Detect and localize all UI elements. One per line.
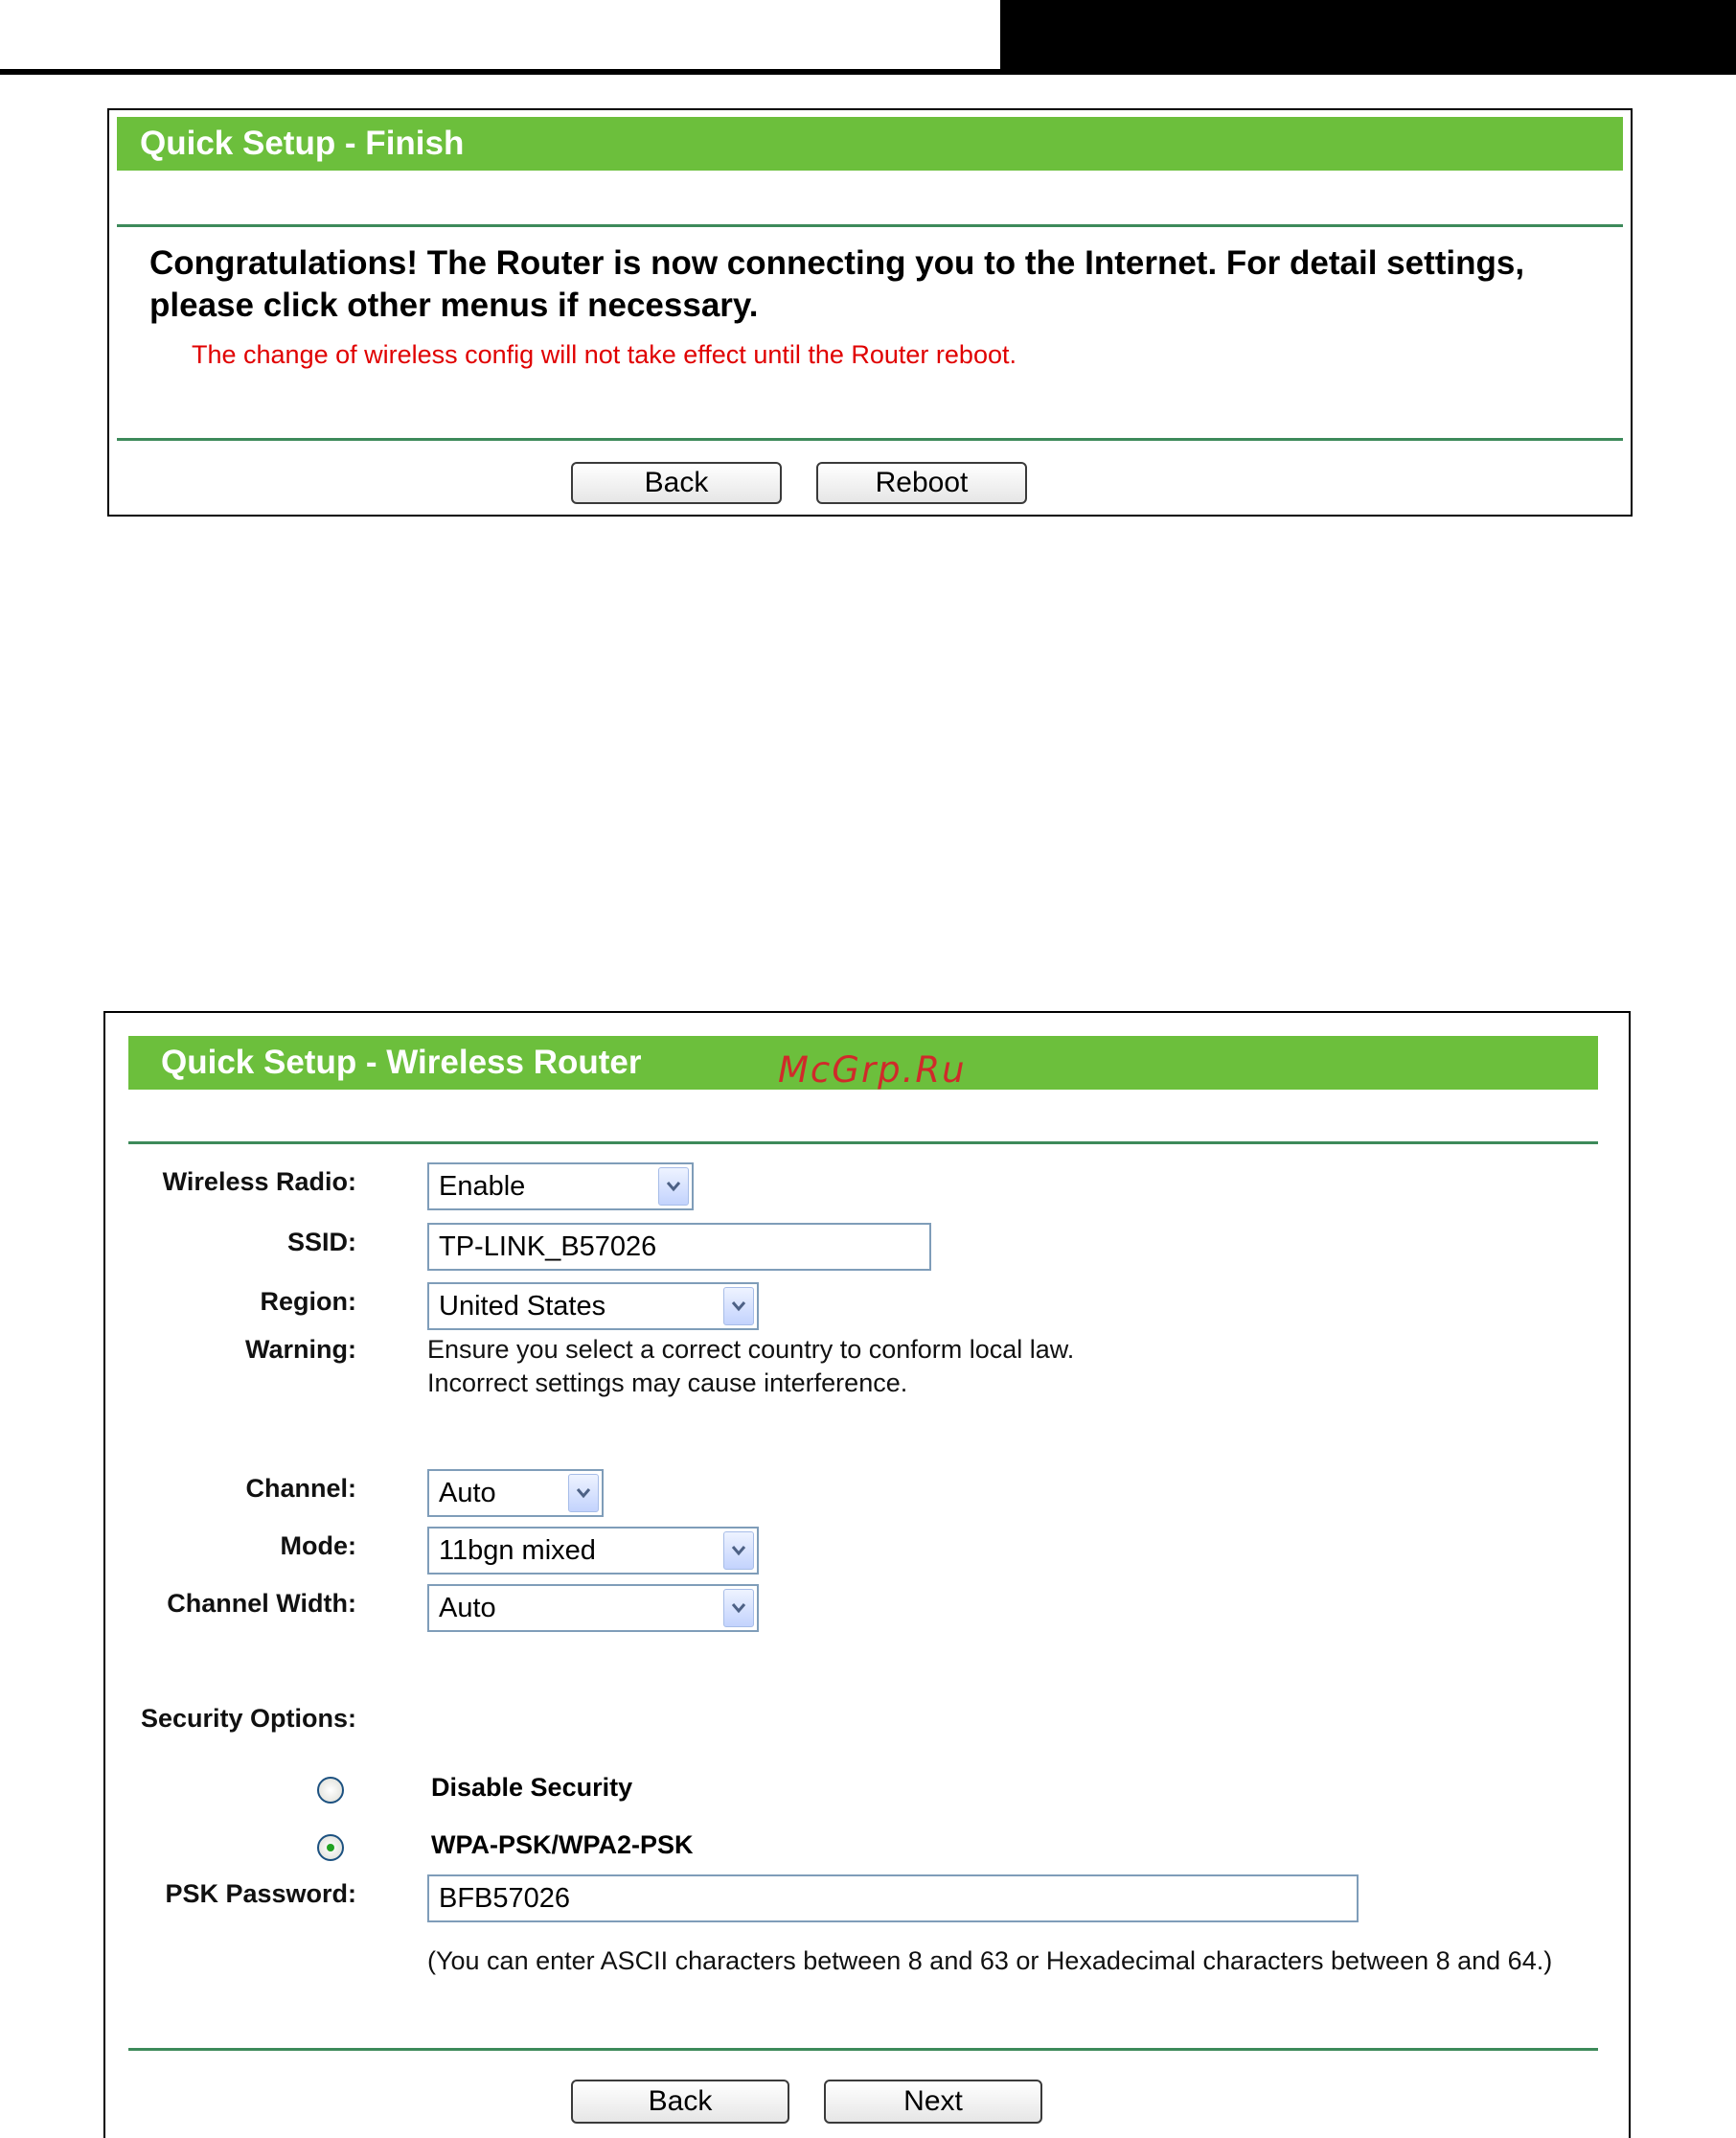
finish-divider-top — [117, 224, 1623, 227]
warning-label: Warning: — [245, 1335, 356, 1364]
wireless-radio-value: Enable — [439, 1171, 526, 1202]
congratulations-message: Congratulations! The Router is now connecting you to the Internet. For detail settings, please click other menus if necessary. — [149, 244, 1525, 324]
chevron-down-icon — [658, 1167, 689, 1206]
mode-value: 11bgn mixed — [439, 1535, 596, 1566]
channel-width-label: Channel Width: — [167, 1589, 356, 1618]
wireless-divider-bottom — [128, 2048, 1598, 2051]
finish-divider-bottom — [117, 438, 1623, 441]
channel-width-value: Auto — [439, 1593, 496, 1623]
next-button[interactable]: Next — [824, 2080, 1042, 2124]
psk-password-label: PSK Password: — [165, 1879, 356, 1908]
disable-security-radio[interactable] — [317, 1777, 344, 1804]
back-button[interactable]: Back — [571, 2080, 789, 2124]
radio-selected-dot — [327, 1844, 334, 1851]
psk-hint: (You can enter ASCII characters between 8 and 63 or Hexadecimal characters between 8 and 64.) — [427, 1946, 1553, 1975]
reboot-button[interactable]: Reboot — [816, 462, 1027, 504]
mode-label: Mode: — [280, 1531, 356, 1560]
psk-password-input[interactable]: BFB57026 — [427, 1874, 1359, 1922]
wireless-divider-top — [128, 1141, 1598, 1144]
wireless-title: Quick Setup - Wireless Router — [128, 1036, 1598, 1090]
region-label: Region: — [260, 1287, 356, 1316]
wpa-psk-radio[interactable] — [317, 1834, 344, 1861]
header-black-block — [1000, 0, 1736, 71]
reboot-note: The change of wireless config will not take effect until the Router reboot. — [192, 340, 1016, 369]
wpa-psk-label: WPA-PSK/WPA2-PSK — [431, 1830, 694, 1859]
channel-value: Auto — [439, 1478, 496, 1508]
ssid-label: SSID: — [286, 1228, 356, 1256]
security-options-label: Security Options: — [140, 1704, 356, 1733]
chevron-down-icon — [723, 1531, 754, 1570]
wireless-radio-label: Wireless Radio: — [162, 1167, 356, 1196]
chevron-down-icon — [723, 1287, 754, 1325]
wireless-router-panel — [103, 1011, 1631, 2138]
mode-select[interactable] — [427, 1527, 759, 1575]
channel-label: Channel: — [245, 1474, 356, 1503]
disable-security-label: Disable Security — [431, 1773, 633, 1802]
chevron-down-icon — [723, 1589, 754, 1627]
header-rule — [0, 69, 1736, 75]
channel-width-select[interactable] — [427, 1584, 759, 1632]
back-button[interactable]: Back — [571, 462, 782, 504]
finish-panel — [107, 108, 1633, 517]
watermark: McGrp.Ru — [778, 1049, 967, 1091]
channel-select[interactable] — [427, 1469, 604, 1517]
region-select[interactable] — [427, 1282, 759, 1330]
finish-title: Quick Setup - Finish — [117, 117, 1623, 171]
wireless-radio-select[interactable] — [427, 1162, 694, 1210]
region-value: United States — [439, 1291, 606, 1322]
warning-text-line2: Incorrect settings may cause interference. — [427, 1368, 908, 1397]
warning-text-line1: Ensure you select a correct country to conform local law. — [427, 1335, 1075, 1364]
ssid-input[interactable]: TP-LINK_B57026 — [427, 1223, 931, 1271]
chevron-down-icon — [568, 1474, 599, 1512]
